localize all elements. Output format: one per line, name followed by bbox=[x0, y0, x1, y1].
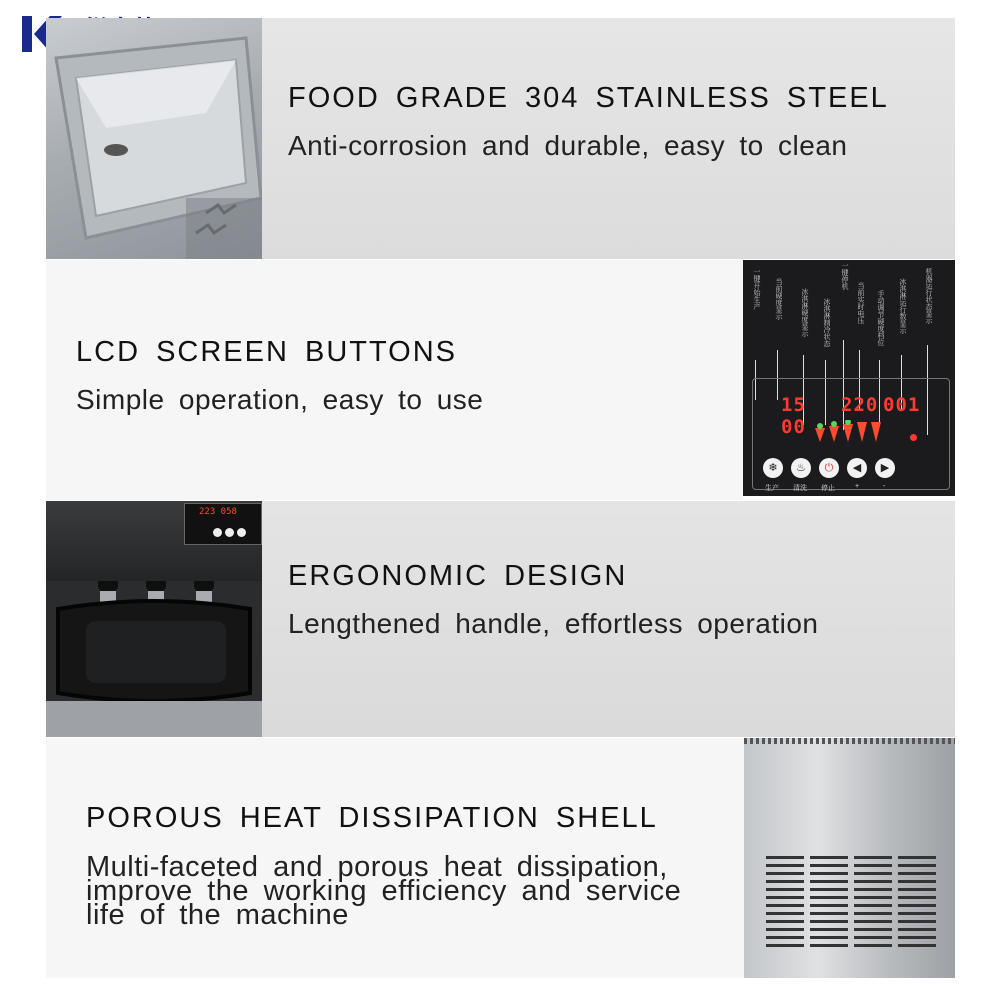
button-label-stop: 停止 bbox=[821, 485, 835, 492]
section-4-title: POROUS HEAT DISSIPATION SHELL bbox=[86, 802, 658, 834]
vent-slot bbox=[854, 856, 892, 859]
vent-slot bbox=[810, 896, 848, 899]
vent-slot bbox=[898, 928, 936, 931]
vent-slot bbox=[854, 880, 892, 883]
vent-slot bbox=[854, 896, 892, 899]
vent-slot bbox=[854, 936, 892, 939]
vent-slot bbox=[766, 896, 804, 899]
callout-3: 冰淇淋制冷状态 bbox=[823, 298, 830, 347]
vent-slot bbox=[810, 904, 848, 907]
arrow-left-icon[interactable]: ◀ bbox=[847, 458, 867, 478]
vent-slot bbox=[898, 936, 936, 939]
vent-slot bbox=[766, 920, 804, 923]
section-3-subtitle: Lengthened handle, effortless operation bbox=[288, 608, 819, 639]
vent-slot bbox=[854, 864, 892, 867]
dispenser-handles-image bbox=[46, 501, 262, 737]
vent-slot bbox=[854, 928, 892, 931]
vent-slot bbox=[854, 920, 892, 923]
callout-7: 冰淇淋运行数显示 bbox=[899, 278, 906, 334]
button-label-minus: - bbox=[883, 483, 886, 490]
vent-slot bbox=[898, 896, 936, 899]
section-4-subtitle-line-3: life of the machine bbox=[86, 899, 349, 931]
vent-slot bbox=[766, 856, 804, 859]
vent-slot bbox=[898, 904, 936, 907]
section-4-subtitle-line-2: improve the working efficiency and service bbox=[86, 875, 682, 907]
vent-slot bbox=[766, 936, 804, 939]
vent-slot bbox=[898, 872, 936, 875]
vent-slot bbox=[766, 928, 804, 931]
vent-slot bbox=[766, 880, 804, 883]
clean-icon[interactable]: ♨ bbox=[791, 458, 811, 478]
callout-5: 当前实时电压 bbox=[857, 282, 864, 324]
callout-4: 一键停机 bbox=[841, 262, 848, 290]
vent-slot bbox=[898, 944, 936, 947]
lcd-voltage: 220 bbox=[841, 394, 879, 416]
vent-slot bbox=[854, 872, 892, 875]
callout-8: 机器运行状态显示 bbox=[925, 268, 932, 324]
lcd-hardness-current: 15 bbox=[781, 394, 806, 416]
section-3-title: ERGONOMIC DESIGN bbox=[288, 560, 628, 592]
vent-slot bbox=[810, 928, 848, 931]
cone-indicator-icons bbox=[813, 420, 883, 444]
vent-slot bbox=[810, 944, 848, 947]
vent-slot bbox=[898, 856, 936, 859]
vent-slot bbox=[766, 904, 804, 907]
vent-slot bbox=[766, 944, 804, 947]
section-2-background bbox=[46, 260, 743, 500]
vent-slot bbox=[810, 864, 848, 867]
power-icon[interactable]: ⏻ bbox=[819, 458, 839, 478]
vent-slot bbox=[766, 864, 804, 867]
vent-slot bbox=[810, 872, 848, 875]
vent-slot bbox=[810, 920, 848, 923]
vent-slot bbox=[810, 856, 848, 859]
vent-slot bbox=[766, 872, 804, 875]
vent-slot bbox=[898, 888, 936, 891]
snowflake-icon[interactable]: ❄ bbox=[763, 458, 783, 478]
section-1-title: FOOD GRADE 304 STAINLESS STEEL bbox=[288, 82, 889, 114]
lcd-count: 001 bbox=[883, 394, 921, 416]
vent-slot bbox=[854, 888, 892, 891]
vent-slot bbox=[810, 936, 848, 939]
vent-slot bbox=[810, 912, 848, 915]
callout-2: 冰淇淋硬度显示 bbox=[801, 288, 808, 337]
vent-slot bbox=[854, 912, 892, 915]
vent-slot bbox=[854, 944, 892, 947]
callout-0: 一键开始生产 bbox=[753, 268, 760, 310]
button-label-clean: 清洗 bbox=[793, 485, 807, 492]
vent-slot bbox=[766, 912, 804, 915]
section-2-title: LCD SCREEN BUTTONS bbox=[76, 336, 458, 368]
vent-slot bbox=[766, 888, 804, 891]
vent-slot bbox=[854, 904, 892, 907]
section-4-subtitle-line-1: Multi-faceted and porous heat dissipation, bbox=[86, 851, 668, 883]
lcd-hardness-set: 00 bbox=[781, 416, 806, 438]
section-1-subtitle: Anti-corrosion and durable, easy to clean bbox=[288, 130, 848, 161]
callout-6: 手动调节硬度档位 bbox=[877, 290, 884, 346]
mini-lcd-readout: 223 058 bbox=[199, 507, 237, 517]
vent-slot bbox=[810, 880, 848, 883]
vent-slot bbox=[810, 888, 848, 891]
vent-slot bbox=[898, 880, 936, 883]
vent-slot bbox=[898, 864, 936, 867]
stainless-steel-sink-image bbox=[46, 18, 262, 259]
vent-slot bbox=[898, 920, 936, 923]
section-4-subtitle bbox=[86, 851, 682, 931]
vent-slot bbox=[898, 912, 936, 915]
vented-steel-shell-image bbox=[744, 738, 955, 978]
section-2-subtitle: Simple operation, easy to use bbox=[76, 384, 484, 415]
callout-1: 当前硬度显示 bbox=[775, 278, 782, 320]
status-led-icon bbox=[910, 434, 917, 441]
arrow-right-icon[interactable]: ▶ bbox=[875, 458, 895, 478]
lcd-control-panel-image bbox=[743, 260, 955, 496]
button-label-plus: + bbox=[855, 483, 860, 490]
mini-lcd-display bbox=[184, 503, 262, 545]
button-label-produce: 生产 bbox=[765, 485, 779, 492]
